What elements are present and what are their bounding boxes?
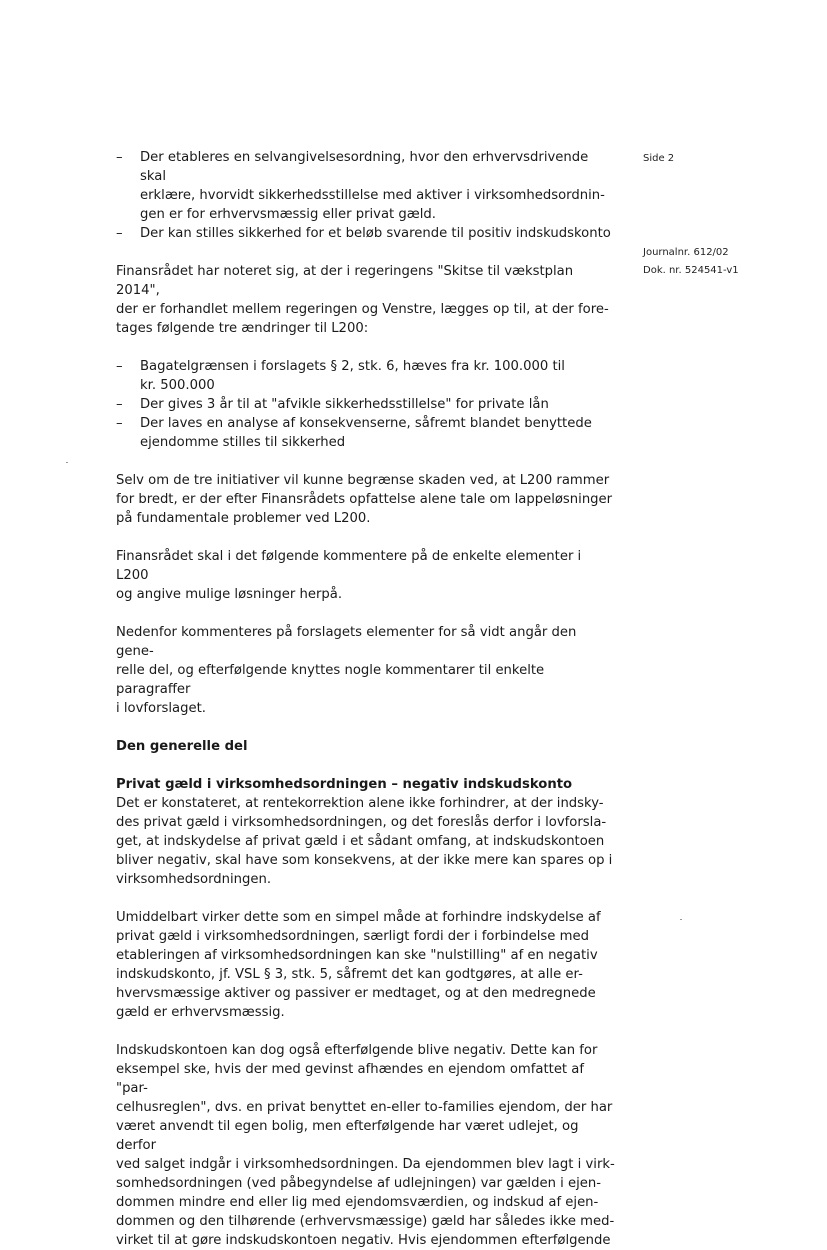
paragraph: Det er konstateret, at rentekorrektion alene ikke forhindrer, at der indsky- des privat gæld i virksomhedsordningen, og det foreslås derfor i lovforsla- get, at indskydelse af privat gæld i et sådant omfang, at indskudskontoen bliver negativ, skal have som konsekvens, at der ikke mere kan spares op i virksomhedsordningen. bbox=[116, 796, 613, 887]
paragraph: Nedenfor kommenteres på forslagets elementer for så vidt angår den gene- relle del, og efterfølgende knyttes nogle kommentarer til enkelte paragraffer i lovforslaget. bbox=[116, 625, 577, 716]
paragraph: Umiddelbart virker dette som en simpel måde at forhindre indskydelse af privat gæld i virksomhedsordningen, særligt fordi der i forbindelse med etableringen af virksomhedsordningen kan ske "nulstilling" af en negativ indskudskonto, jf. VSL § 3, stk. 5, såfremt det kan godtgøres, at alle er- hvervsmæssige aktiver og passiver er medtaget, og at den medregnede gæld er erhvervsmæssig. bbox=[116, 910, 601, 1020]
subsection-heading: Privat gæld i virksomhedsordningen – negativ indskudskonto bbox=[116, 777, 573, 792]
scan-speck bbox=[680, 919, 682, 920]
journal-number: Journalnr. 612/02 bbox=[643, 247, 729, 258]
paragraph: Finansrådet skal i det følgende kommentere på de enkelte elementer i L200 og angive mulige løsninger herpå. bbox=[116, 549, 582, 602]
list-item: – Bagatelgrænsen i forslagets § 2, stk. 6, hæves fra kr. 100.000 til kr. 500.000 bbox=[116, 359, 565, 393]
list-item: – Der laves en analyse af konsekvenserne, såfremt blandet benyttede ejendomme stilles til sikkerhed bbox=[116, 416, 592, 450]
bullet-list-2 bbox=[116, 357, 616, 452]
list-item: – Der gives 3 år til at "afvikle sikkerhedsstillelse" for private lån bbox=[116, 397, 549, 412]
paragraph: Indskudskontoen kan dog også efterfølgende blive negativ. Dette kan for eksempel ske, hvis der med gevinst afhændes en ejendom omfattet af "par- celhusreglen", dvs. en privat benyttet en-eller to-families ejendom, der har været anvendt til egen bolig, men efterfølgende har været udlejet, og derfor ved salget indgår i virksomhedsordningen. Da ejendommen blev lagt i virk- somhedsordningen (ved påbegyndelse af udlejningen) var gælden i ejen- dommen mindre end eller lig med ejendomsværdien, og indskud af ejen- dommen og den tilhørende (erhvervsmæssige) gæld har således ikke med- virket til at gøre indskudskontoen negativ. Hvis ejendommen efterfølgende bbox=[116, 1043, 615, 1248]
document-number: Dok. nr. 524541-v1 bbox=[643, 265, 739, 276]
scan-speck bbox=[66, 462, 68, 463]
section-heading: Den generelle del bbox=[116, 739, 248, 754]
bullet-list-1 bbox=[116, 148, 616, 243]
document-body bbox=[116, 148, 616, 1250]
page-number: Side 2 bbox=[643, 153, 675, 164]
paragraph: Finansrådet har noteret sig, at der i regeringens "Skitse til vækstplan 2014", der er forhandlet mellem regeringen og Venstre, lægges op til, at der fore- tages følgende tre ændringer til L200: bbox=[116, 264, 609, 336]
list-item: – Der kan stilles sikkerhed for et beløb svarende til positiv indskudskonto bbox=[116, 226, 611, 241]
paragraph: Selv om de tre initiativer vil kunne begrænse skaden ved, at L200 rammer for bredt, er der efter Finansrådets opfattelse alene tale om lappeløsninger på fundamentale problemer ved L200. bbox=[116, 473, 613, 526]
list-item: – Der etableres en selvangivelsesordning, hvor den erhvervsdrivende skal erklære, hvorvidt sikkerhedsstillelse med aktiver i virksomhedsordnin- gen er for erhvervsmæssig eller privat gæld. bbox=[116, 150, 605, 222]
